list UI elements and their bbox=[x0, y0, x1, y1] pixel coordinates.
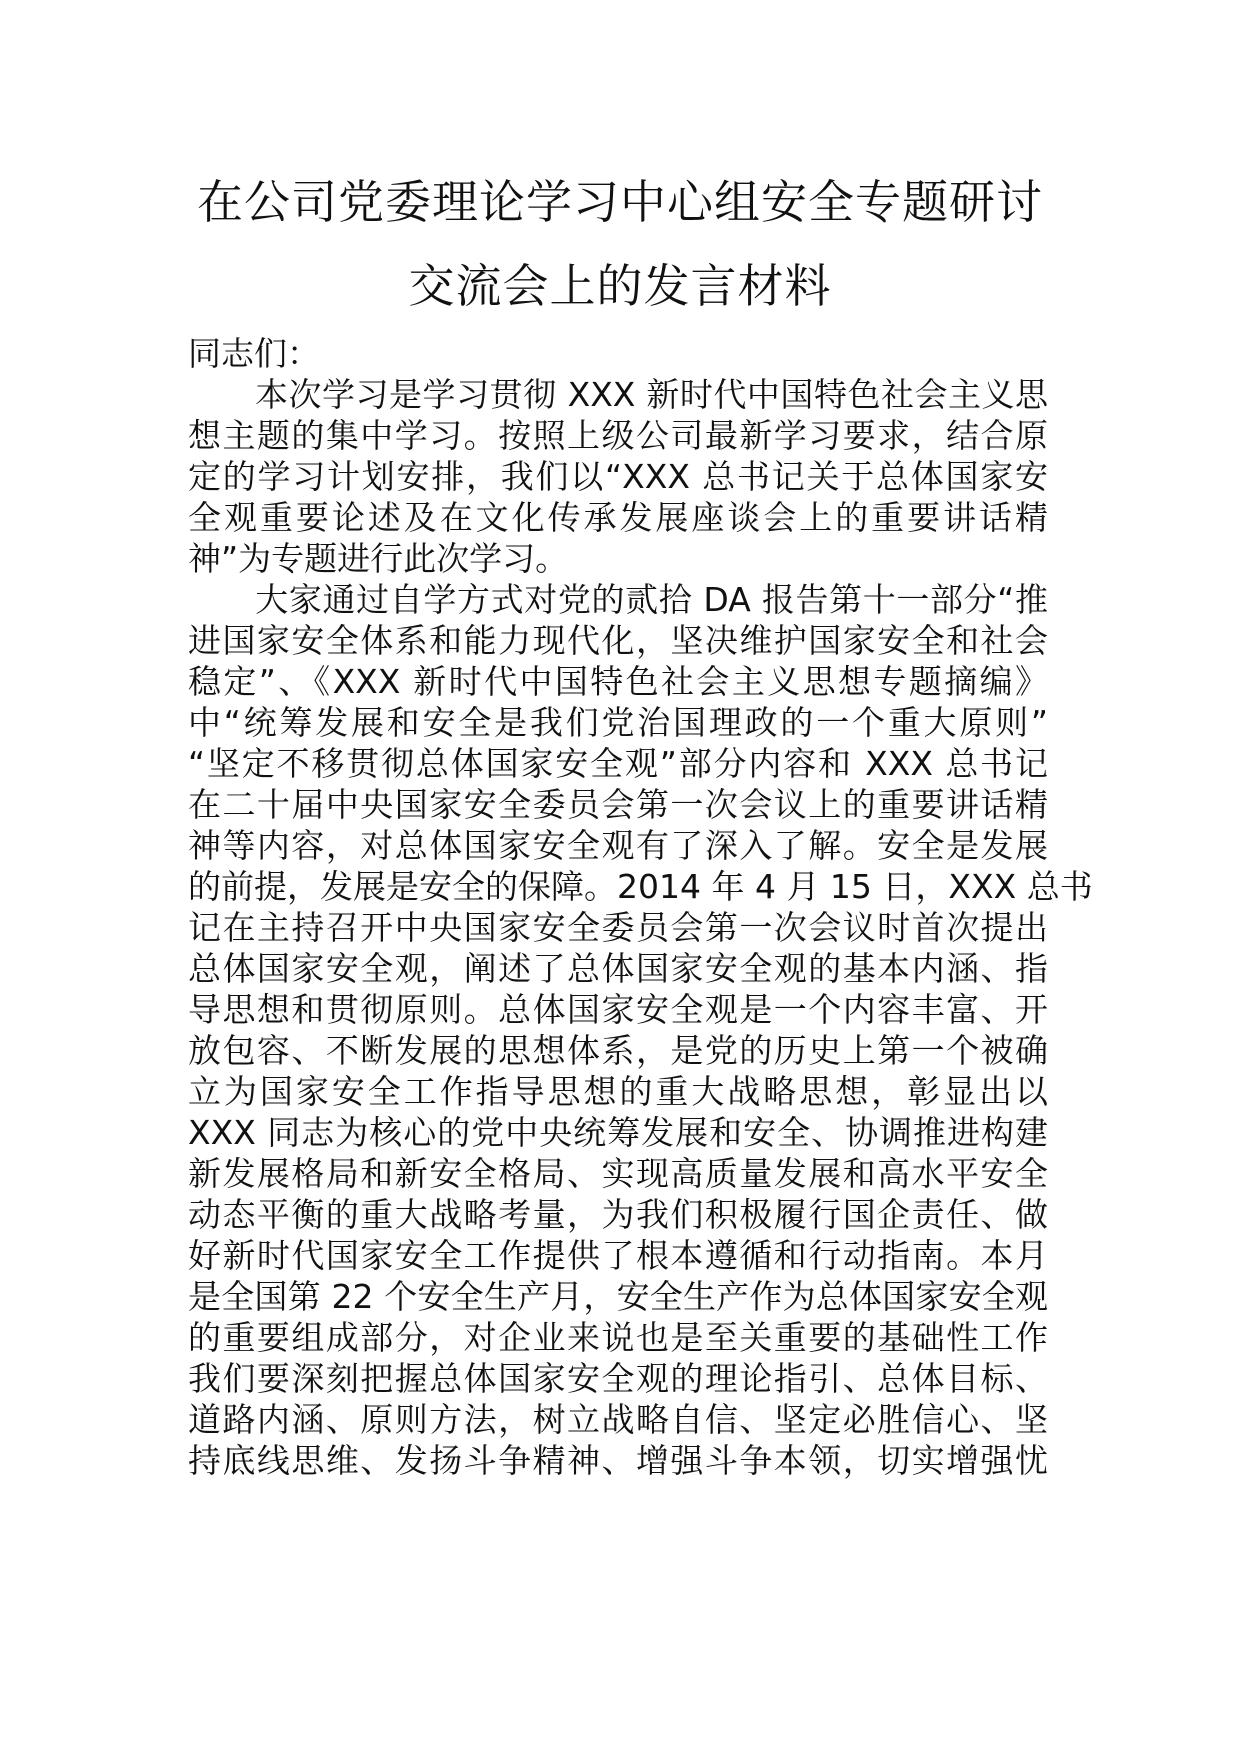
document-body bbox=[188, 333, 1093, 1481]
document-title-line-2: 交流会上的发言材料 bbox=[408, 259, 832, 313]
body-line: 大家通过自学方式对党的贰拾 DA 报告第十一部分“推 bbox=[188, 580, 1048, 619]
body-line: 是全国第 22 个安全生产月，安全生产作为总体国家安全观 bbox=[188, 1277, 1048, 1316]
body-line: “坚定不移贯彻总体国家安全观”部分内容和 XXX 总书记 bbox=[188, 744, 1048, 783]
body-line: 新发展格局和新安全格局、实现高质量发展和高水平安全 bbox=[188, 1154, 1048, 1193]
body-line: 记在主持召开中央国家安全委员会第一次会议时首次提出 bbox=[188, 908, 1048, 947]
body-line: 定的学习计划安排，我们以“XXX 总书记关于总体国家安 bbox=[188, 457, 1048, 496]
body-line: 神等内容，对总体国家安全观有了深入了解。安全是发展 bbox=[188, 826, 1048, 865]
body-line: 我们要深刻把握总体国家安全观的理论指引、总体目标、 bbox=[188, 1359, 1048, 1398]
salutation: 同志们： bbox=[188, 334, 320, 373]
body-line: 在二十届中央国家安全委员会第一次会议上的重要讲话精 bbox=[188, 785, 1048, 824]
body-line: 的前提，发展是安全的保障。2014 年 4 月 15 日，XXX 总书 bbox=[188, 867, 1093, 906]
body-line: XXX 同志为核心的党中央统筹发展和安全、协调推进构建 bbox=[188, 1113, 1048, 1152]
body-line: 好新时代国家安全工作提供了根本遵循和行动指南。本月 bbox=[188, 1236, 1048, 1275]
body-line: 道路内涵、原则方法，树立战略自信、坚定必胜信心、坚 bbox=[188, 1400, 1048, 1439]
document-title-line-1: 在公司党委理论学习中心组安全专题研讨 bbox=[197, 175, 1043, 229]
body-line: 总体国家安全观，阐述了总体国家安全观的基本内涵、指 bbox=[188, 949, 1048, 988]
body-line: 持底线思维、发扬斗争精神、增强斗争本领，切实增强忧 bbox=[188, 1441, 1048, 1480]
body-line: 进国家安全体系和能力现代化，坚决维护国家安全和社会 bbox=[188, 621, 1048, 660]
body-line: 中“统筹发展和安全是我们党治国理政的一个重大原则” bbox=[188, 703, 1048, 742]
body-line: 本次学习是学习贯彻 XXX 新时代中国特色社会主义思 bbox=[188, 375, 1048, 414]
body-line: 稳定”、《XXX 新时代中国特色社会主义思想专题摘编》 bbox=[188, 662, 1048, 701]
body-line: 神”为专题进行此次学习。 bbox=[188, 539, 569, 578]
body-line: 导思想和贯彻原则。总体国家安全观是一个内容丰富、开 bbox=[188, 990, 1048, 1029]
body-line: 想主题的集中学习。按照上级公司最新学习要求，结合原 bbox=[188, 416, 1048, 455]
body-line: 全观重要论述及在文化传承发展座谈会上的重要讲话精 bbox=[188, 498, 1048, 537]
body-line: 立为国家安全工作指导思想的重大战略思想，彰显出以 bbox=[188, 1072, 1048, 1111]
body-line: 放包容、不断发展的思想体系，是党的历史上第一个被确 bbox=[188, 1031, 1048, 1070]
body-line: 动态平衡的重大战略考量，为我们积极履行国企责任、做 bbox=[188, 1195, 1048, 1234]
body-line: 的重要组成部分，对企业来说也是至关重要的基础性工作 bbox=[188, 1318, 1048, 1357]
